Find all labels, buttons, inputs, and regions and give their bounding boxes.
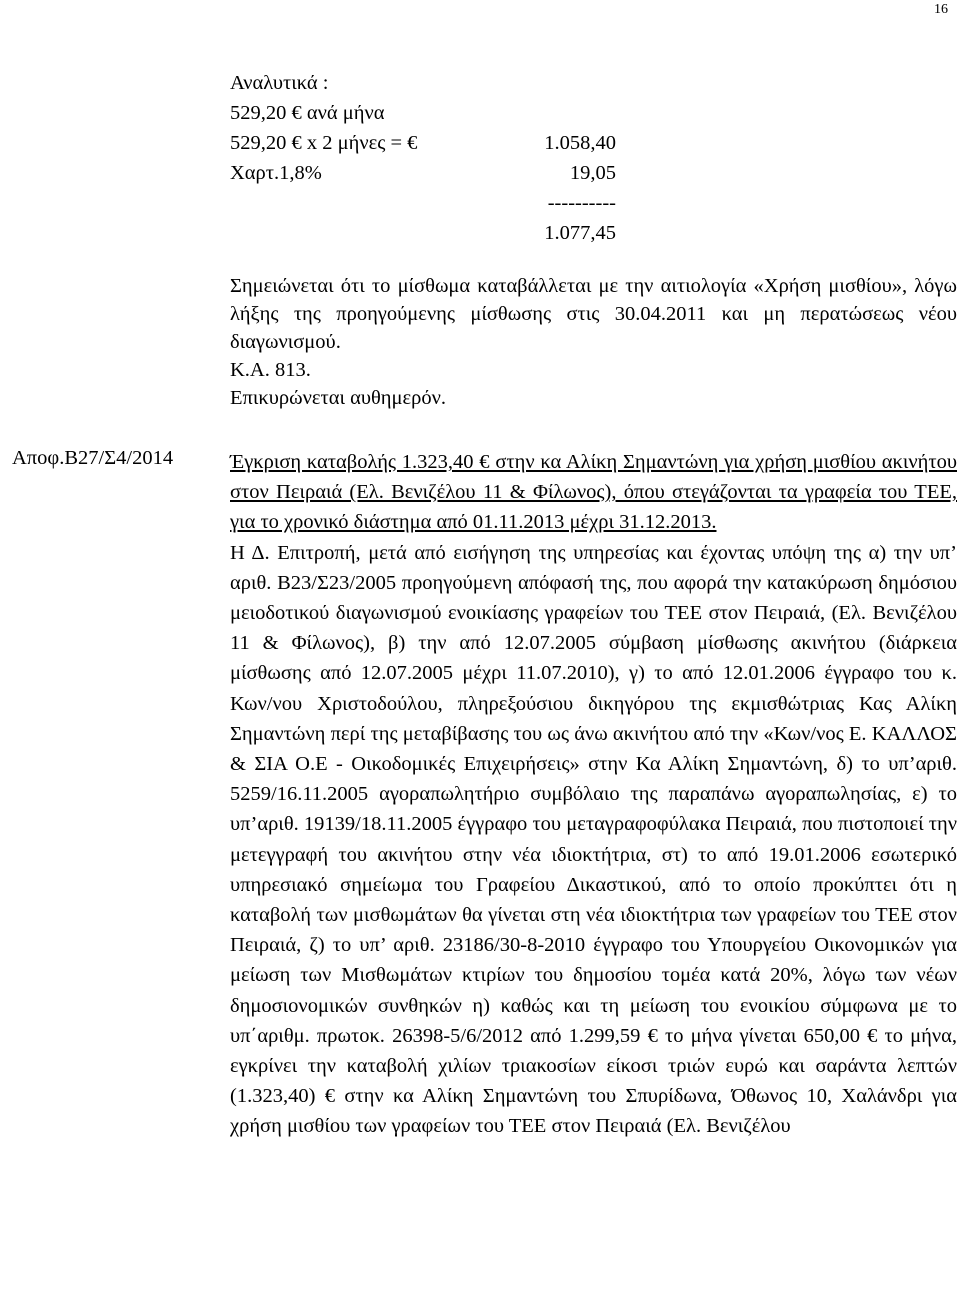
- analysis-months-expression: 529,20 € x 2 μήνες = €: [230, 132, 418, 154]
- decision-body: Η Δ. Επιτροπή, μετά από εισήγηση της υπηρεσίας και έχοντας υπόψη της α) την υπ’ αριθ. Β23/Σ23/2005 προηγούμενη απόφασή της, που αφορά την κατακύρωση δημόσιου μειοδοτικού διαγωνισμού ενοικίασης γραφείων του ΤΕΕ στον Πειραιά, (Ελ. Βενιζέλου 11 & Φίλωνος), β) την από 12.07.2005 σύμβαση μίσθωσης ακινήτου (διάρκεια μίσθωσης από 12.07.2005 μέχρι 11.07.2010), γ) το από 12.01.2006 έγγραφο του κ. Κων/νου Χριστοδούλου, πληρεξούσιου δικηγόρου της εκμισθώτριας Κας Αλίκη Σημαντώνη περί της μεταβίβασης του ως άνω ακινήτου από την «Κων/νος Ε. ΚΑΛΛΟΣ & ΣΙΑ Ο.Ε - Οικοδομικές Επιχειρήσεις» στην Κα Αλίκη Σημαντώνη, δ) το υπ’αριθ. 5259/16.11.2005 αγοραπωλητήριο συμβόλαιο της παραπάνω αγοραπωλησίας, ε) το υπ’αριθ. 19139/18.11.2005 έγγραφο του μεταγραφοφύλακα Πειραιά, που πιστοποιεί την μετεγγραφή του ακινήτου στην νέα ιδιοκτήτρια, στ) το από 19.01.2006 εσωτερικό υπηρεσιακό σημείωμα του Γραφείου Δικαστικού, από το οποίο προκύπτει ότι η καταβολή των μισθωμάτων θα γίνεται στη νέα ιδιοκτήτρια των γραφείων του ΤΕΕ στον Πειραιά, ζ) το υπ’ αριθ. 23186/30-8-2010 έγγραφο του Υπουργείου Οικονομικών για μείωση των Μισθωμάτων κτιρίων του δημοσίου τομέα κατά 20%, λόγω των νέων δημοσιονομικών συνθηκών η) καθώς και τη μείωση του ενοικίου σύμφωνα με το υπ΄αριθμ. πρωτοκ. 26398-5/6/2012 από 1.299,59 € το μήνα γίνεται 650,00 € το μήνα, εγκρίνει την καταβολή χιλίων τριακοσίων είκοσι τριών ευρώ και σαράντα λεπτών (1.323,40) € στην κα Αλίκη Σημαντώνη του Σπυρίδωνα, Όθωνος 10, Χαλάνδρι για χρήση μισθίου των γραφείων του ΤΕΕ στον Πειραιά (Ελ. Βενιζέλου: [230, 541, 957, 1138]
- analysis-stamp-amount: 19,05: [569, 162, 616, 184]
- analysis-title: Αναλυτικά :: [230, 72, 329, 94]
- analysis-separator: ----------: [547, 192, 616, 214]
- analysis-months-row: [230, 128, 650, 158]
- note-text: Σημειώνεται ότι το μίσθωμα καταβάλλεται με την αιτιολογία «Χρήση μισθίου», λόγω λήξης της προηγούμενης μίσθωσης στις 30.04.2011 και μη περατώσεως νέου διαγωνισμού.: [230, 275, 957, 353]
- analysis-total: 1.077,45: [544, 222, 616, 244]
- payment-note: [230, 272, 957, 412]
- note-ratified: Επικυρώνεται αυθημερόν.: [230, 387, 446, 409]
- decision-subject: Έγκριση καταβολής 1.323,40 € στην κα Αλίκη Σημαντώνη για χρήση μισθίου ακινήτου στον Πειραιά (Ελ. Βενιζέλου 11 & Φίλωνος), όπου στεγάζονται τα γραφεία του ΤΕΕ, για το χρονικό διάστημα από 01.11.2013 μέχρι 31.12.2013.: [230, 451, 957, 534]
- analysis-stamp-label: Χαρτ.1,8%: [230, 162, 322, 184]
- decision-block: [230, 447, 957, 1142]
- analysis-separator-row: [230, 188, 650, 218]
- page-number: 16: [934, 2, 948, 17]
- analysis-block: [230, 68, 650, 248]
- note-ka: Κ.Α. 813.: [230, 359, 311, 381]
- analysis-stamp-row: [230, 158, 650, 188]
- analysis-monthly-rent: 529,20 € ανά μήνα: [230, 102, 385, 124]
- analysis-months-amount: 1.058,40: [544, 132, 616, 154]
- analysis-total-row: [230, 218, 650, 248]
- decision-label: Αποφ.Β27/Σ4/2014: [12, 447, 174, 469]
